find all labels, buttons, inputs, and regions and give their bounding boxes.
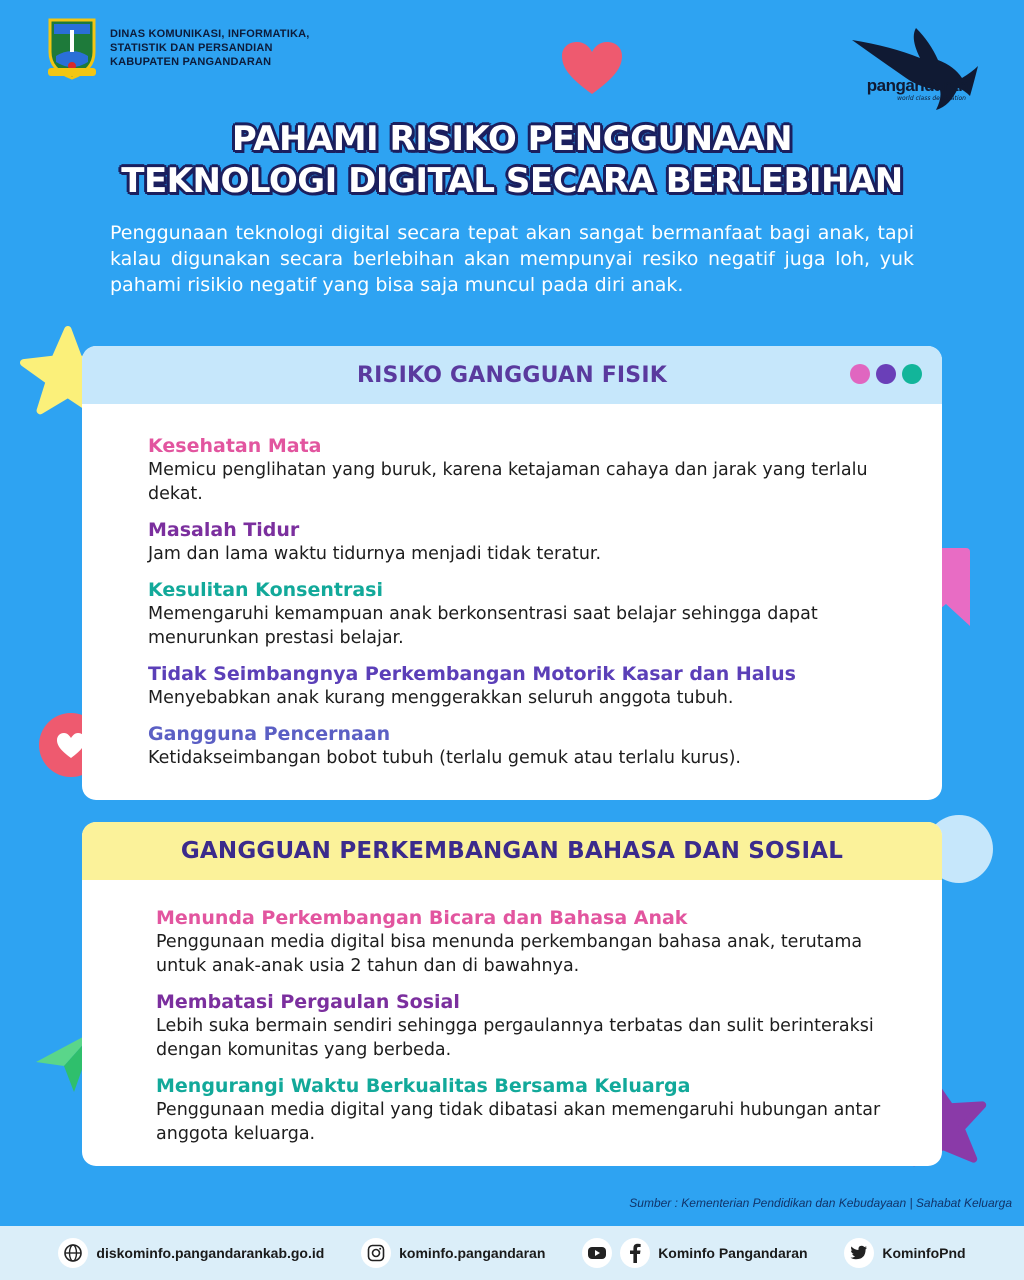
item-title: Masalah Tidur <box>148 519 300 541</box>
org-line: KABUPATEN PANGANDARAN <box>110 56 272 68</box>
card-header <box>82 346 942 404</box>
source-citation: Sumber : Kementerian Pendidikan dan Kebudayaan | Sahabat Keluarga <box>629 1196 1012 1210</box>
org-line: DINAS KOMUNIKASI, INFORMATIKA, <box>110 28 310 40</box>
regency-crest-icon <box>46 16 98 80</box>
item-title: Gangguna Pencernaan <box>148 723 391 745</box>
dot-pink-icon <box>850 364 870 384</box>
footer-facebook[interactable] <box>582 1238 807 1268</box>
item-title: Tidak Seimbangnya Perkembangan Motorik Kasar dan Halus <box>148 663 796 685</box>
intro-paragraph: Penggunaan teknologi digital secara tepat akan sangat bermanfaat bagi anak, tapi kalau digunakan secara berlebihan akan mempunyai resiko negatif juga loh, yuk pahami risikio negatif yang bisa saja muncul pada diri anak. <box>110 222 914 296</box>
footer-instagram-label: kominfo.pangandaran <box>399 1245 546 1261</box>
list-item <box>156 1074 902 1146</box>
item-desc: Jam dan lama waktu tidurnya menjadi tidak teratur. <box>148 544 602 564</box>
brand-name: pangandaran <box>866 76 968 95</box>
item-title: Kesulitan Konsentrasi <box>148 579 383 601</box>
footer-website-label: diskominfo.pangandarankab.go.id <box>96 1245 325 1261</box>
physical-risk-card <box>82 346 942 800</box>
facebook-icon <box>620 1238 650 1268</box>
heart-icon <box>560 40 624 96</box>
list-item <box>148 578 902 650</box>
item-desc: Memengaruhi kemampuan anak berkonsentrasi saat belajar sehingga dapat menurunkan prestasi belajar. <box>148 604 818 648</box>
title-line-1: PAHAMI RISIKO PENGGUNAAN <box>231 119 793 159</box>
window-dots <box>850 364 922 384</box>
risk-list <box>82 880 942 1146</box>
instagram-icon <box>361 1238 391 1268</box>
item-title: Menunda Perkembangan Bicara dan Bahasa Anak <box>156 907 688 929</box>
item-title: Mengurangi Waktu Berkualitas Bersama Keluarga <box>156 1075 691 1097</box>
item-desc: Ketidakseimbangan bobot tubuh (terlalu gemuk atau terlalu kurus). <box>148 748 741 768</box>
dot-purple-icon <box>876 364 896 384</box>
risk-list <box>82 404 942 770</box>
footer-bar <box>0 1226 1024 1280</box>
item-desc: Menyebabkan anak kurang menggerakkan seluruh anggota tubuh. <box>148 688 734 708</box>
item-desc: Penggunaan media digital bisa menunda perkembangan bahasa anak, terutama untuk anak-anak usia 2 tahun dan di bawahnya. <box>156 932 863 976</box>
footer-website[interactable] <box>58 1238 324 1268</box>
card-title: RISIKO GANGGUAN FISIK <box>357 362 667 388</box>
item-desc: Lebih suka bermain sendiri sehingga pergaulannya terbatas dan sulit berinteraksi dengan komunitas yang berbeda. <box>156 1016 874 1060</box>
language-social-card <box>82 822 942 1166</box>
org-name <box>110 27 310 69</box>
globe-icon <box>58 1238 88 1268</box>
item-desc: Penggunaan media digital yang tidak dibatasi akan memengaruhi hubungan antar anggota keluarga. <box>156 1100 881 1144</box>
footer-twitter[interactable] <box>844 1238 965 1268</box>
dot-teal-icon <box>902 364 922 384</box>
item-title: Membatasi Pergaulan Sosial <box>156 991 460 1013</box>
list-item <box>148 722 902 770</box>
item-title: Kesehatan Mata <box>148 435 322 457</box>
list-item <box>148 434 902 506</box>
list-item <box>156 990 902 1062</box>
footer-facebook-label: Kominfo Pangandaran <box>658 1245 808 1261</box>
twitter-icon <box>844 1238 874 1268</box>
card-header <box>82 822 942 880</box>
org-header <box>46 16 310 80</box>
item-desc: Memicu penglihatan yang buruk, karena ketajaman cahaya dan jarak yang terlalu dekat. <box>148 460 868 504</box>
title-line-2: TEKNOLOGI DIGITAL SECARA BERLEBIHAN <box>121 161 903 201</box>
brand-tagline: world class destination <box>897 95 966 102</box>
page-title <box>0 118 1024 202</box>
list-item <box>156 906 902 978</box>
org-line: STATISTIK DAN PERSANDIAN <box>110 42 273 54</box>
card-title: GANGGUAN PERKEMBANGAN BAHASA DAN SOSIAL <box>180 838 844 864</box>
footer-instagram[interactable] <box>361 1238 545 1268</box>
footer-twitter-label: KominfoPnd <box>882 1245 966 1261</box>
list-item <box>148 518 902 566</box>
youtube-icon <box>582 1238 612 1268</box>
list-item <box>148 662 902 710</box>
